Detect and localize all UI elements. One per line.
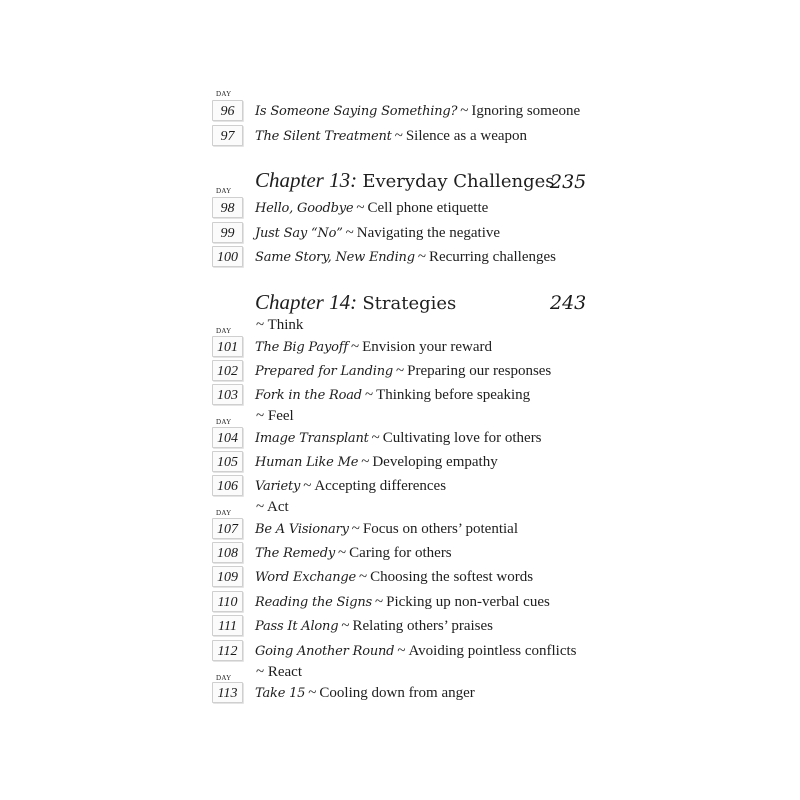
entry-description: Preparing our responses xyxy=(407,363,552,379)
entry-description: Focus on others’ potential xyxy=(362,521,519,537)
entry-title: Pass It Along xyxy=(255,619,339,634)
day-number-box: 110 xyxy=(212,591,243,612)
toc-entry[interactable] xyxy=(255,452,498,472)
entry-description: Ignoring someone xyxy=(471,103,581,119)
day-number-box: 100 xyxy=(212,246,243,267)
entry-description: Avoiding pointless conflicts xyxy=(408,643,577,659)
toc-entry[interactable] xyxy=(255,641,576,661)
toc-entry[interactable] xyxy=(255,476,446,496)
toc-entry[interactable] xyxy=(255,101,580,121)
entry-description: Cell phone etiquette xyxy=(367,200,489,216)
day-number-box: 96 xyxy=(212,100,243,121)
tilde-separator: ~ xyxy=(338,545,347,561)
chapter-name: Everyday Challenges xyxy=(362,171,555,192)
tilde-separator: ~ xyxy=(359,569,368,585)
entry-title: Is Someone Saying Something? xyxy=(255,104,458,119)
entry-description: Recurring challenges xyxy=(428,249,556,265)
tilde-separator: ~ xyxy=(371,430,380,446)
toc-entry[interactable] xyxy=(255,567,533,587)
tilde-separator: ~ xyxy=(351,521,360,537)
day-number-box: 113 xyxy=(212,682,243,703)
entry-title: The Silent Treatment xyxy=(255,129,392,144)
entry-description: Caring for others xyxy=(349,545,452,561)
day-number-box: 97 xyxy=(212,125,243,146)
entry-title: Hello, Goodbye xyxy=(255,201,354,216)
toc-entry[interactable] xyxy=(255,592,550,612)
entry-title: Take 15 xyxy=(255,686,306,701)
section-heading-act: ~ Act xyxy=(256,499,289,515)
entry-description: Accepting differences xyxy=(314,478,447,494)
entry-description: Navigating the negative xyxy=(356,225,501,241)
tilde-separator: ~ xyxy=(345,225,354,241)
tilde-separator: ~ xyxy=(375,594,384,610)
day-number-box: 105 xyxy=(212,451,243,472)
day-number-box: 104 xyxy=(212,427,243,448)
tilde-separator: ~ xyxy=(308,685,317,701)
entry-title: Fork in the Road xyxy=(255,388,362,403)
section-heading-feel: ~ Feel xyxy=(256,408,294,424)
toc-entry[interactable] xyxy=(255,543,452,563)
day-label: DAY xyxy=(216,90,232,98)
toc-entry[interactable] xyxy=(255,616,493,636)
day-number-box: 112 xyxy=(212,640,243,661)
entry-title: Variety xyxy=(255,479,301,494)
entry-title: Reading the Signs xyxy=(255,595,372,610)
day-number-box: 99 xyxy=(212,222,243,243)
toc-entry[interactable] xyxy=(255,247,556,267)
section-heading-react: ~ React xyxy=(256,664,303,680)
entry-description: Developing empathy xyxy=(372,454,498,470)
day-label: DAY xyxy=(216,674,232,682)
tilde-separator: ~ xyxy=(361,454,370,470)
day-number-box: 109 xyxy=(212,566,243,587)
tilde-separator: ~ xyxy=(397,643,406,659)
entry-description: Thinking before speaking xyxy=(376,387,531,403)
day-number-box: 98 xyxy=(212,197,243,218)
tilde-separator: ~ xyxy=(394,128,403,144)
toc-entry[interactable] xyxy=(255,385,530,405)
toc-entry[interactable] xyxy=(255,223,500,243)
entry-description: Cooling down from anger xyxy=(319,685,475,701)
entry-description: Picking up non-verbal cues xyxy=(386,594,550,610)
entry-title: Human Like Me xyxy=(255,455,359,470)
entry-title: Prepared for Landing xyxy=(255,364,394,379)
entry-title: Image Transplant xyxy=(255,431,369,446)
day-number-box: 106 xyxy=(212,475,243,496)
toc-entry[interactable] xyxy=(255,337,492,357)
day-label: DAY xyxy=(216,509,232,517)
day-number-box: 108 xyxy=(212,542,243,563)
day-number-box: 101 xyxy=(212,336,243,357)
entry-description: Cultivating love for others xyxy=(382,430,542,446)
day-label: DAY xyxy=(216,187,232,195)
toc-entry[interactable] xyxy=(255,428,542,448)
tilde-separator: ~ xyxy=(460,103,469,119)
section-heading-think: ~ Think xyxy=(256,317,304,333)
chapter-name: Strategies xyxy=(362,293,457,314)
tilde-separator: ~ xyxy=(356,200,365,216)
day-number-box: 111 xyxy=(212,615,243,636)
toc-entry[interactable] xyxy=(255,126,527,146)
toc-entry[interactable] xyxy=(255,683,475,703)
entry-description: Silence as a weapon xyxy=(405,128,528,144)
chapter-prefix: Chapter 13: xyxy=(255,168,358,192)
toc-entry[interactable] xyxy=(255,361,551,381)
entry-title: Going Another Round xyxy=(255,644,395,659)
entry-title: The Big Payoff xyxy=(255,340,348,355)
chapter-13-heading[interactable] xyxy=(255,168,554,193)
day-label: DAY xyxy=(216,327,232,335)
entry-description: Envision your reward xyxy=(362,339,493,355)
toc-entry[interactable] xyxy=(255,519,518,539)
tilde-separator: ~ xyxy=(364,387,374,403)
chapter-14-heading[interactable] xyxy=(255,290,456,315)
chapter-13-page-number: 235 xyxy=(550,171,587,193)
toc-entry[interactable] xyxy=(255,198,488,218)
entry-description: Relating others’ praises xyxy=(352,618,493,634)
entry-title: Just Say “No” xyxy=(255,226,343,241)
entry-title: Word Exchange xyxy=(255,570,356,585)
tilde-separator: ~ xyxy=(396,363,405,379)
chapter-14-page-number: 243 xyxy=(550,292,587,314)
chapter-prefix: Chapter 14: xyxy=(255,290,358,314)
entry-description: Choosing the softest words xyxy=(370,569,534,585)
day-label: DAY xyxy=(216,418,232,426)
tilde-separator: ~ xyxy=(350,339,360,355)
tilde-separator: ~ xyxy=(303,478,312,494)
entry-title: Same Story, New Ending xyxy=(255,250,415,265)
entry-title: Be A Visionary xyxy=(255,522,349,537)
day-number-box: 107 xyxy=(212,518,243,539)
tilde-separator: ~ xyxy=(417,249,426,265)
tilde-separator: ~ xyxy=(341,618,350,634)
entry-title: The Remedy xyxy=(255,546,336,561)
day-number-box: 102 xyxy=(212,360,243,381)
day-number-box: 103 xyxy=(212,384,243,405)
